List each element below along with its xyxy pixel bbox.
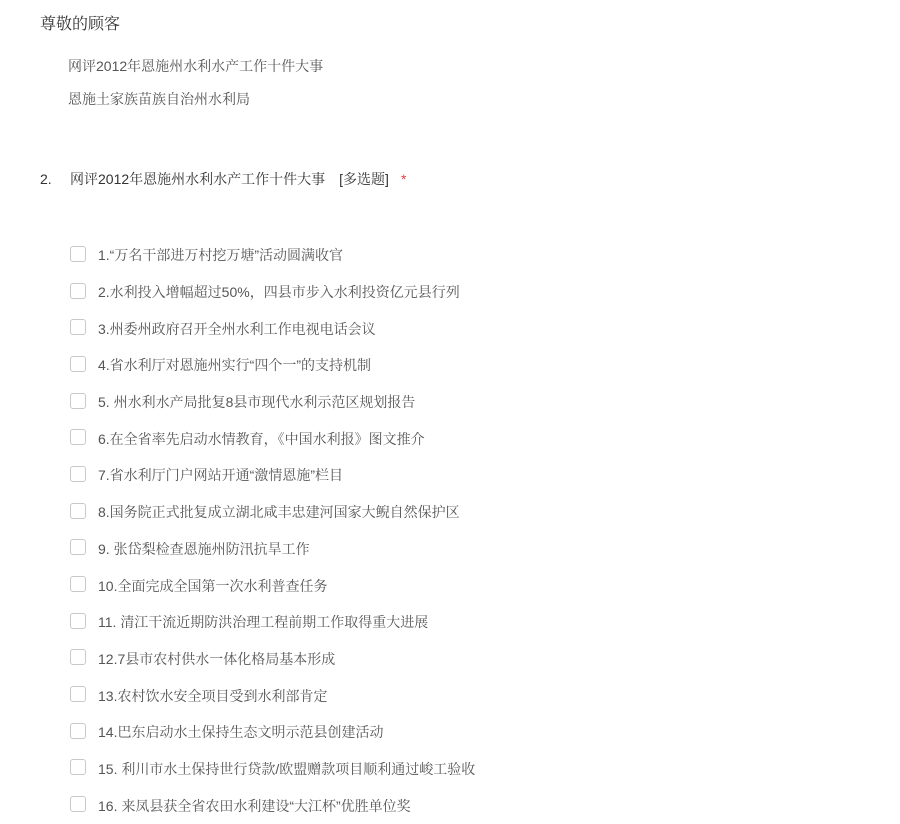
checkbox[interactable] xyxy=(70,319,86,335)
option-16[interactable] xyxy=(70,787,870,824)
checkbox[interactable] xyxy=(70,503,86,519)
option-6[interactable] xyxy=(70,420,870,457)
option-11[interactable] xyxy=(70,604,870,641)
checkbox[interactable] xyxy=(70,576,86,592)
checkbox[interactable] xyxy=(70,613,86,629)
checkbox[interactable] xyxy=(70,246,86,262)
option-label: 14.巴东启动水土保持生态文明示范县创建活动 xyxy=(98,724,384,741)
required-mark: * xyxy=(400,171,407,187)
option-1[interactable] xyxy=(70,237,870,274)
option-label: 13.农村饮水安全项目受到水利部肯定 xyxy=(98,687,328,704)
checkbox[interactable] xyxy=(70,466,86,482)
option-label: 5. 州水利水产局批复8县市现代水利示范区规划报告 xyxy=(98,394,416,411)
option-label: 15. 利川市水土保持世行贷款/欧盟赠款项目顺利通过峻工验收 xyxy=(98,760,476,777)
checkbox[interactable] xyxy=(70,759,86,775)
option-2[interactable] xyxy=(70,274,870,311)
option-14[interactable] xyxy=(70,714,870,751)
options-list xyxy=(70,237,870,824)
option-label: 10.全面完成全国第一次水利普查任务 xyxy=(98,577,328,594)
intro-title: 网评2012年恩施州水利水产工作十件大事 xyxy=(68,58,324,74)
greeting: 尊敬的顾客 xyxy=(40,16,121,33)
checkbox[interactable] xyxy=(70,796,86,812)
question-type: [多选题] xyxy=(339,171,389,187)
option-13[interactable] xyxy=(70,677,870,714)
option-label: 9. 张岱梨检查恩施州防汛抗旱工作 xyxy=(98,540,310,557)
option-label: 2.水利投入增幅超过50%，四县市步入水利投资亿元县行列 xyxy=(98,284,460,301)
checkbox[interactable] xyxy=(70,429,86,445)
option-12[interactable] xyxy=(70,641,870,678)
option-10[interactable] xyxy=(70,567,870,604)
intro-organization: 恩施土家族苗族自治州水利局 xyxy=(68,91,250,107)
option-9[interactable] xyxy=(70,531,870,568)
option-3[interactable] xyxy=(70,310,870,347)
checkbox[interactable] xyxy=(70,649,86,665)
option-label: 4.省水利厅对恩施州实行“四个一”的支持机制 xyxy=(98,357,371,374)
question-number: 2. xyxy=(40,171,52,187)
option-4[interactable] xyxy=(70,347,870,384)
option-label: 1.“万名干部进万村挖万塘”活动圆满收官 xyxy=(98,247,343,264)
option-label: 12.7县市农村供水一体化格局基本形成 xyxy=(98,650,336,667)
checkbox[interactable] xyxy=(70,723,86,739)
question-title: 网评2012年恩施州水利水产工作十件大事 xyxy=(70,171,326,187)
option-label: 3.州委州政府召开全州水利工作电视电话会议 xyxy=(98,320,376,337)
checkbox[interactable] xyxy=(70,393,86,409)
option-5[interactable] xyxy=(70,384,870,421)
option-15[interactable] xyxy=(70,751,870,788)
option-label: 6.在全省率先启动水情教育，《中国水利报》图文推介 xyxy=(98,430,425,447)
option-label: 7.省水利厅门户网站开通“激情恩施”栏目 xyxy=(98,467,343,484)
option-7[interactable] xyxy=(70,457,870,494)
option-label: 11. 清江干流近期防洪治理工程前期工作取得重大进展 xyxy=(98,614,429,631)
option-label: 16. 来凤县获全省农田水利建设“大江杯”优胜单位奖 xyxy=(98,797,411,814)
checkbox[interactable] xyxy=(70,356,86,372)
checkbox[interactable] xyxy=(70,686,86,702)
option-label: 8.国务院正式批复成立湖北咸丰忠建河国家大鲵自然保护区 xyxy=(98,504,460,521)
question-header xyxy=(40,169,406,189)
checkbox[interactable] xyxy=(70,539,86,555)
option-8[interactable] xyxy=(70,494,870,531)
checkbox[interactable] xyxy=(70,283,86,299)
